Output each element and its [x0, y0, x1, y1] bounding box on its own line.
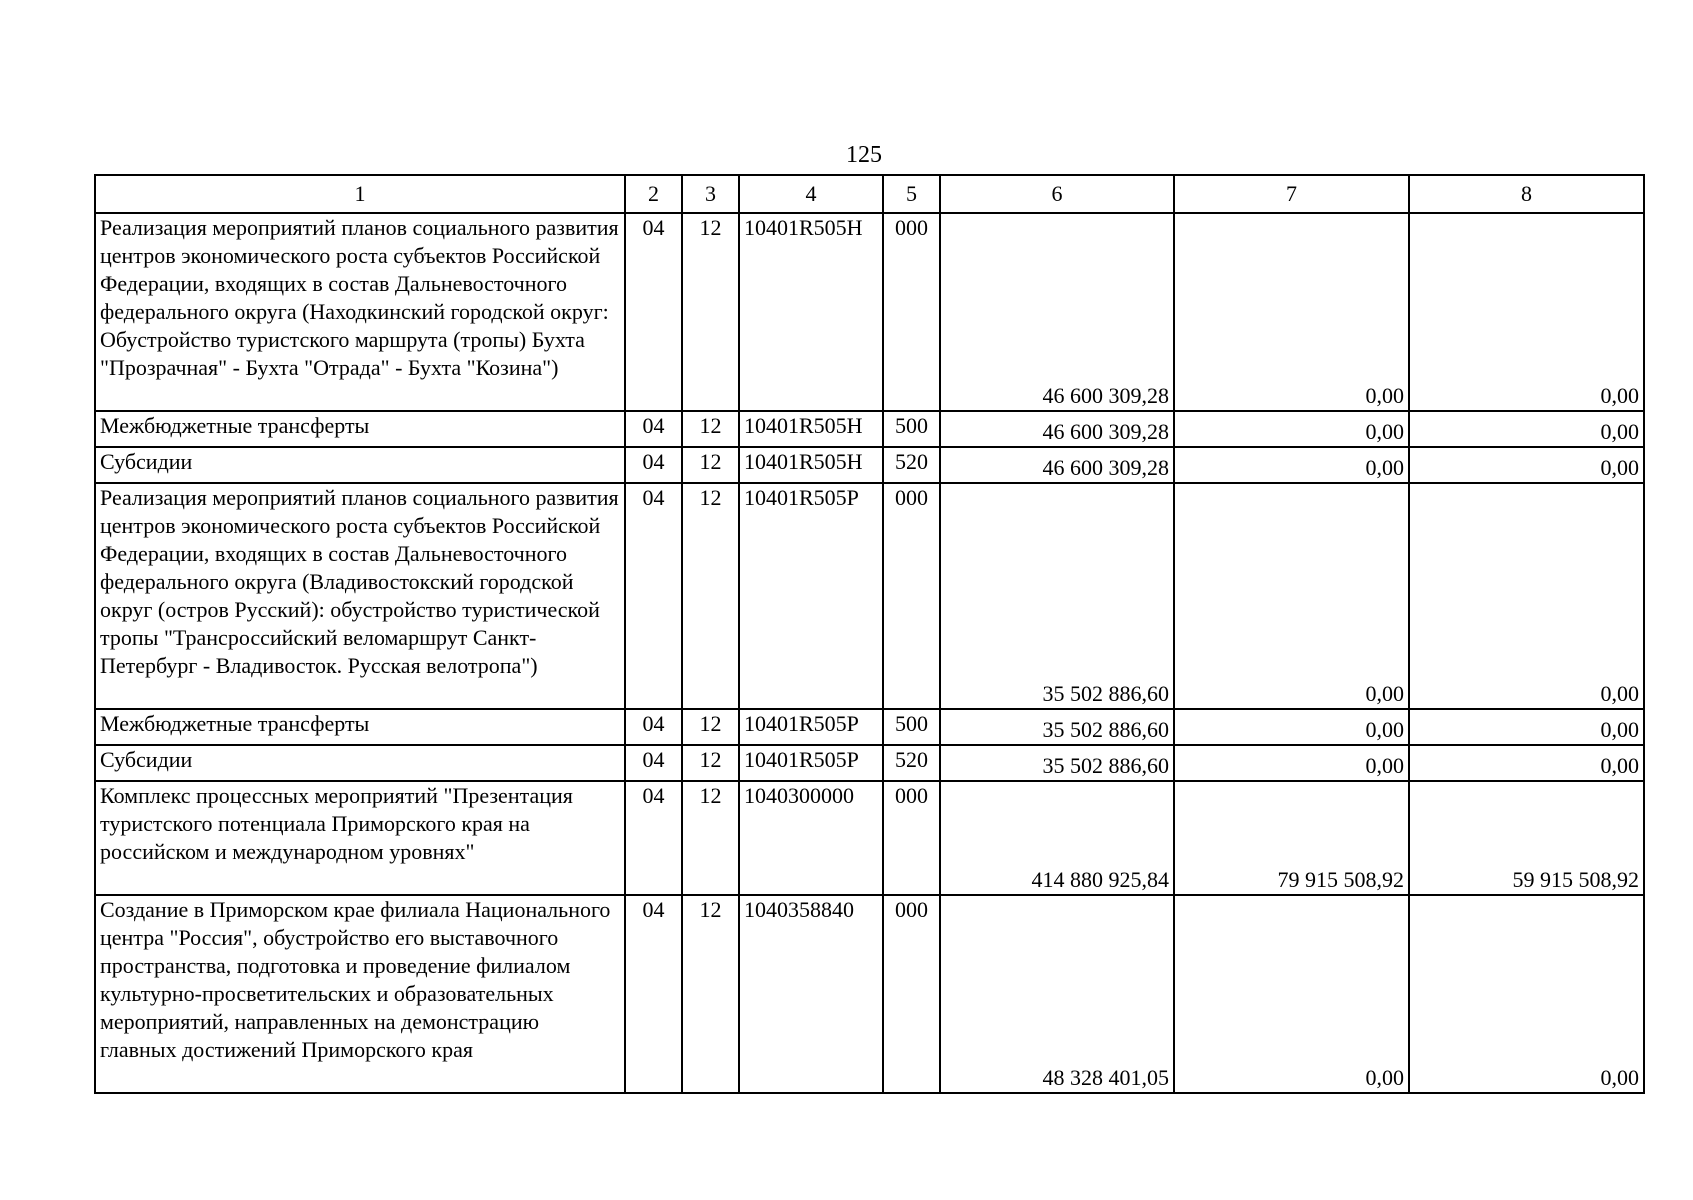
row-amount-col8: 0,00: [1409, 895, 1644, 1093]
row-expense-type: 000: [883, 895, 940, 1093]
row-expense-type: 000: [883, 483, 940, 709]
row-amount-col7: 79 915 508,92: [1174, 781, 1409, 895]
row-expense-type: 000: [883, 781, 940, 895]
row-target-article: 10401R505P: [739, 483, 883, 709]
row-section: 04: [625, 411, 682, 447]
row-subsection: 12: [682, 781, 739, 895]
row-subsection: 12: [682, 483, 739, 709]
row-name: Субсидии: [95, 745, 625, 781]
header-cell: 6: [940, 175, 1174, 213]
row-amount-col8: 0,00: [1409, 213, 1644, 411]
table-row: [95, 483, 1644, 709]
header-cell: 4: [739, 175, 883, 213]
budget-table: [94, 174, 1645, 1094]
row-expense-type: 500: [883, 709, 940, 745]
row-target-article: 1040358840: [739, 895, 883, 1093]
row-subsection: 12: [682, 709, 739, 745]
row-expense-type: 000: [883, 213, 940, 411]
header-cell: 5: [883, 175, 940, 213]
row-amount-col7: 0,00: [1174, 709, 1409, 745]
row-amount-col8: 0,00: [1409, 745, 1644, 781]
table-row: [95, 411, 1644, 447]
row-name: Межбюджетные трансферты: [95, 411, 625, 447]
table-row: [95, 745, 1644, 781]
row-target-article: 10401R505H: [739, 411, 883, 447]
row-amount-col7: 0,00: [1174, 447, 1409, 483]
row-name: Создание в Приморском крае филиала Национального центра "Россия", обустройство его выставочного пространства, подготовка и проведение филиалом культурно-просветительских и образовательных мероприятий, направленных на демонстрацию главных достижений Приморского края: [95, 895, 625, 1093]
row-amount-col7: 0,00: [1174, 411, 1409, 447]
row-amount-col6: 414 880 925,84: [940, 781, 1174, 895]
row-amount-col7: 0,00: [1174, 895, 1409, 1093]
row-amount-col6: 46 600 309,28: [940, 411, 1174, 447]
table-row: [95, 781, 1644, 895]
row-target-article: 10401R505H: [739, 447, 883, 483]
header-cell: 7: [1174, 175, 1409, 213]
row-amount-col6: 46 600 309,28: [940, 447, 1174, 483]
row-subsection: 12: [682, 745, 739, 781]
row-target-article: 10401R505H: [739, 213, 883, 411]
row-amount-col7: 0,00: [1174, 745, 1409, 781]
row-subsection: 12: [682, 411, 739, 447]
row-subsection: 12: [682, 447, 739, 483]
header-cell: 2: [625, 175, 682, 213]
row-section: 04: [625, 213, 682, 411]
header-cell: 1: [95, 175, 625, 213]
row-section: 04: [625, 483, 682, 709]
row-section: 04: [625, 745, 682, 781]
row-amount-col8: 0,00: [1409, 709, 1644, 745]
row-expense-type: 520: [883, 745, 940, 781]
row-amount-col8: 0,00: [1409, 447, 1644, 483]
row-amount-col6: 35 502 886,60: [940, 483, 1174, 709]
row-target-article: 10401R505P: [739, 709, 883, 745]
row-amount-col6: 35 502 886,60: [940, 709, 1174, 745]
row-expense-type: 500: [883, 411, 940, 447]
row-target-article: 10401R505P: [739, 745, 883, 781]
row-amount-col8: 0,00: [1409, 411, 1644, 447]
page-number: 125: [846, 142, 882, 168]
row-section: 04: [625, 447, 682, 483]
row-subsection: 12: [682, 895, 739, 1093]
row-name: Реализация мероприятий планов социального развития центров экономического роста субъектов Российской Федерации, входящих в состав Дальневосточного федерального округа (Находкинский городской округ: Обустройство туристского маршрута (тропы) Бухта "Прозрачная" - Бухта "Отрада" - Бухта "Козина"): [95, 213, 625, 411]
table-row: [95, 447, 1644, 483]
header-row: [95, 175, 1644, 213]
row-section: 04: [625, 709, 682, 745]
row-target-article: 1040300000: [739, 781, 883, 895]
row-amount-col7: 0,00: [1174, 213, 1409, 411]
row-name: Субсидии: [95, 447, 625, 483]
table-row: [95, 895, 1644, 1093]
row-name: Комплекс процессных мероприятий "Презентация туристского потенциала Приморского края на российском и международном уровнях": [95, 781, 625, 895]
row-section: 04: [625, 781, 682, 895]
row-section: 04: [625, 895, 682, 1093]
row-subsection: 12: [682, 213, 739, 411]
row-name: Межбюджетные трансферты: [95, 709, 625, 745]
table-row: [95, 213, 1644, 411]
row-amount-col6: 48 328 401,05: [940, 895, 1174, 1093]
row-amount-col6: 46 600 309,28: [940, 213, 1174, 411]
row-amount-col6: 35 502 886,60: [940, 745, 1174, 781]
row-amount-col7: 0,00: [1174, 483, 1409, 709]
row-expense-type: 520: [883, 447, 940, 483]
table-row: [95, 709, 1644, 745]
header-cell: 3: [682, 175, 739, 213]
row-amount-col8: 59 915 508,92: [1409, 781, 1644, 895]
row-amount-col8: 0,00: [1409, 483, 1644, 709]
row-name: Реализация мероприятий планов социального развития центров экономического роста субъектов Российской Федерации, входящих в состав Дальневосточного федерального округа (Владивостокский городской округ (остров Русский): обустройство туристической тропы "Трансроссийский веломаршрут Санкт-Петербург - Владивосток. Русская велотропа"): [95, 483, 625, 709]
header-cell: 8: [1409, 175, 1644, 213]
